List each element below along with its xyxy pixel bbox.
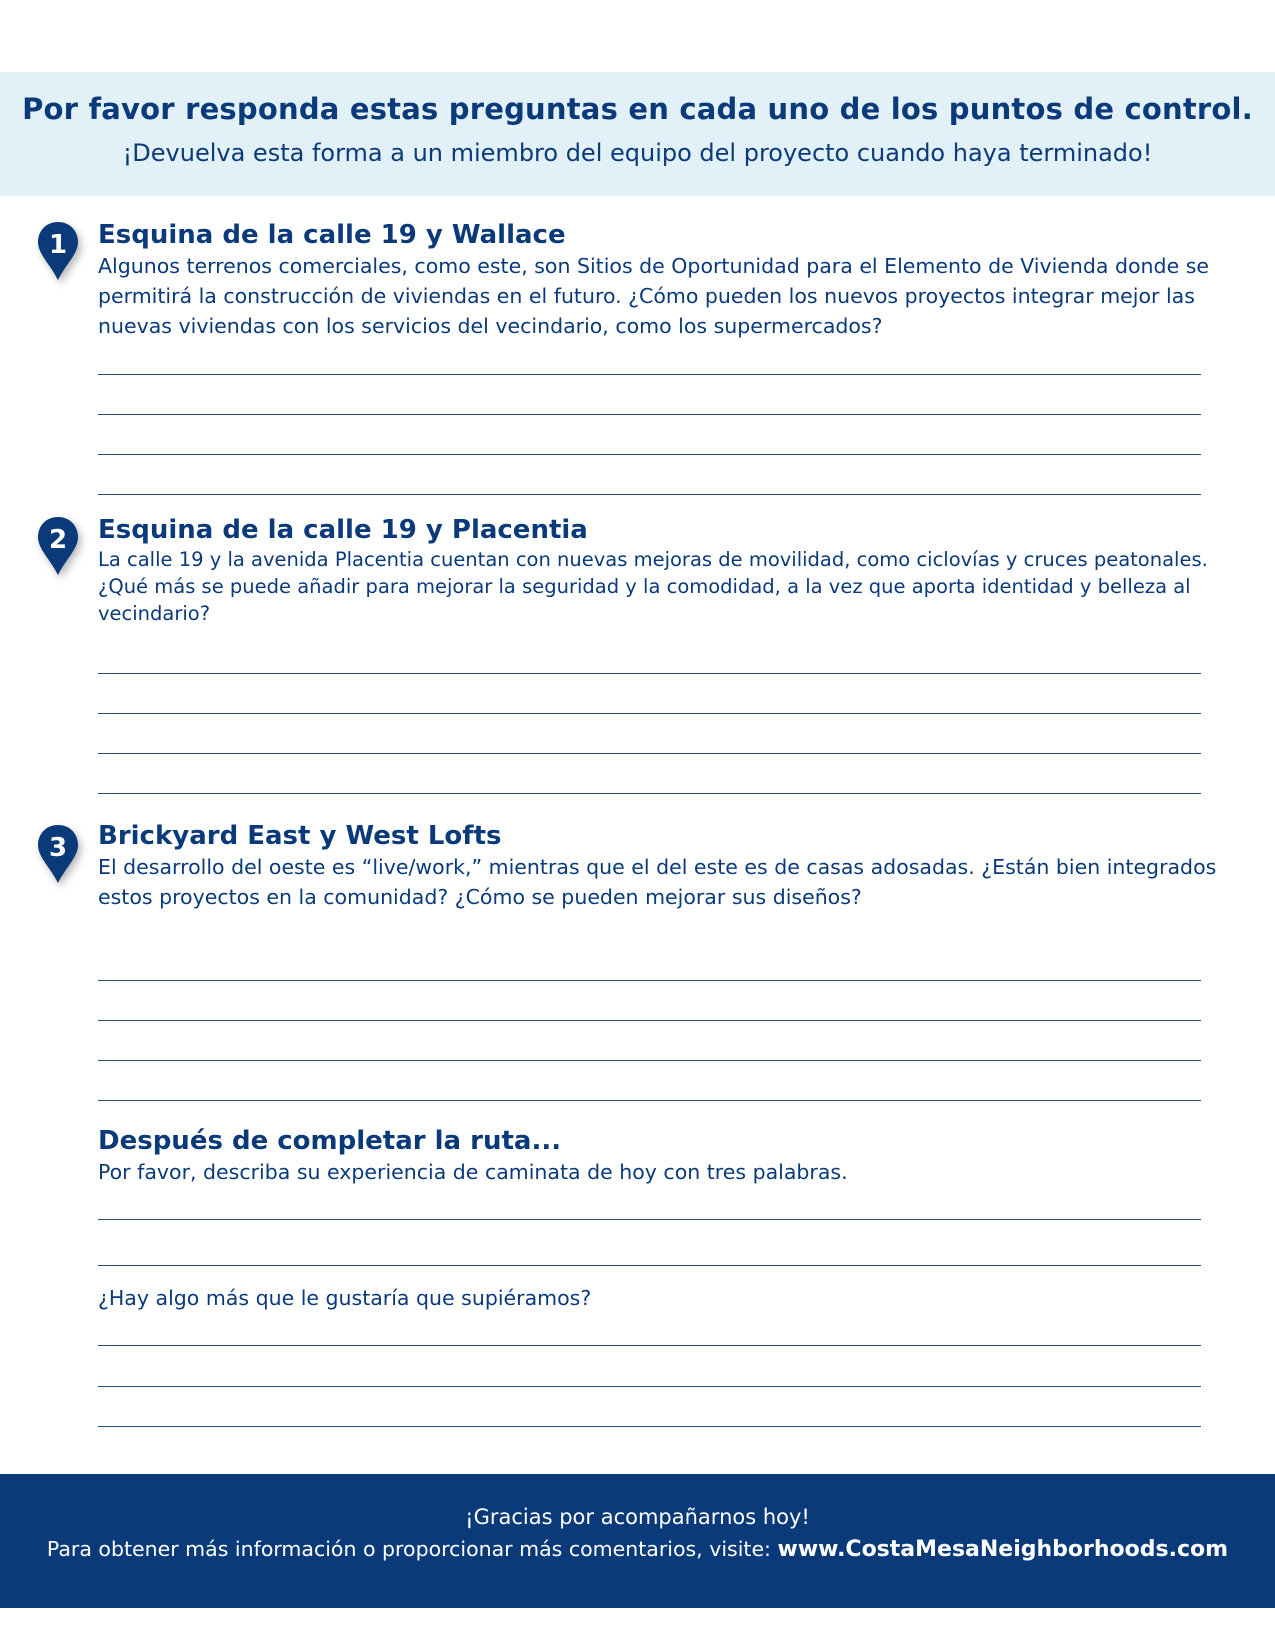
answer-line[interactable]	[98, 494, 1201, 495]
answer-line[interactable]	[98, 793, 1201, 794]
after-route-section-2	[98, 1283, 1238, 1313]
footer-website-link[interactable]: www.CostaMesaNeighborhoods.com	[777, 1537, 1229, 1562]
after-route-section	[98, 1125, 1238, 1187]
checkpoint-1	[98, 219, 1238, 341]
map-pin-icon	[36, 823, 80, 885]
checkpoint-3	[98, 820, 1238, 912]
answer-line[interactable]	[98, 374, 1201, 375]
pin-number-3: 3	[48, 833, 68, 863]
answer-line[interactable]	[98, 1020, 1201, 1021]
answer-line[interactable]	[98, 414, 1201, 415]
checkpoint-1-title: Esquina de la calle 19 y Wallace	[98, 220, 566, 250]
pin-number-2: 2	[48, 525, 68, 555]
answer-line[interactable]	[98, 1219, 1201, 1220]
answer-line[interactable]	[98, 1265, 1201, 1266]
page-subtitle: ¡Devuelva esta forma a un miembro del equipo del proyecto cuando haya terminado!	[122, 139, 1153, 167]
answer-line[interactable]	[98, 1100, 1201, 1101]
footer-info-text: Para obtener más información o proporcionar más comentarios, visite:	[46, 1537, 771, 1561]
answer-line[interactable]	[98, 673, 1201, 674]
answer-line[interactable]	[98, 980, 1201, 981]
checkpoint-2-title: Esquina de la calle 19 y Placentia	[98, 515, 588, 545]
answer-line[interactable]	[98, 1386, 1201, 1387]
after-route-title: Después de completar la ruta...	[98, 1126, 562, 1156]
answer-line[interactable]	[98, 1426, 1201, 1427]
footer-info	[0, 1537, 1275, 1562]
checkpoint-2	[98, 514, 1238, 627]
page-title: Por favor responda estas preguntas en cada uno de los puntos de control.	[22, 92, 1253, 126]
checkpoint-3-question: El desarrollo del oeste es “live/work,” mientras que el del este es de casas adosadas. ¿Están bien integrados estos proyectos en la comunidad? ¿Cómo se pueden mejorar sus diseños?	[98, 855, 1217, 909]
after-route-question-1: Por favor, describa su experiencia de caminata de hoy con tres palabras.	[98, 1160, 848, 1184]
checkpoint-1-question: Algunos terrenos comerciales, como este, son Sitios de Oportunidad para el Elemento de Vivienda donde se permitirá la construcción de viviendas en el futuro. ¿Cómo pueden los nuevos proyectos integrar mejor las nuevas viviendas con los servicios del vecindario, como los supermercados?	[98, 254, 1209, 338]
answer-line[interactable]	[98, 1345, 1201, 1346]
checkpoint-3-title: Brickyard East y West Lofts	[98, 821, 502, 851]
pin-number-1: 1	[48, 230, 68, 260]
map-pin-icon	[36, 515, 80, 577]
answer-line[interactable]	[98, 454, 1201, 455]
after-route-question-2: ¿Hay algo más que le gustaría que supiéramos?	[98, 1286, 592, 1310]
answer-line[interactable]	[98, 1060, 1201, 1061]
checkpoint-2-question: La calle 19 y la avenida Placentia cuentan con nuevas mejoras de movilidad, como ciclovías y cruces peatonales. ¿Qué más se puede añadir para mejorar la seguridad y la comodidad, a la vez que aporta identidad y belleza al vecindario?	[98, 548, 1208, 625]
answer-line[interactable]	[98, 753, 1201, 754]
answer-line[interactable]	[98, 713, 1201, 714]
map-pin-icon	[36, 220, 80, 282]
header-band	[0, 72, 1275, 196]
footer-thanks: ¡Gracias por acompañarnos hoy!	[465, 1505, 810, 1529]
